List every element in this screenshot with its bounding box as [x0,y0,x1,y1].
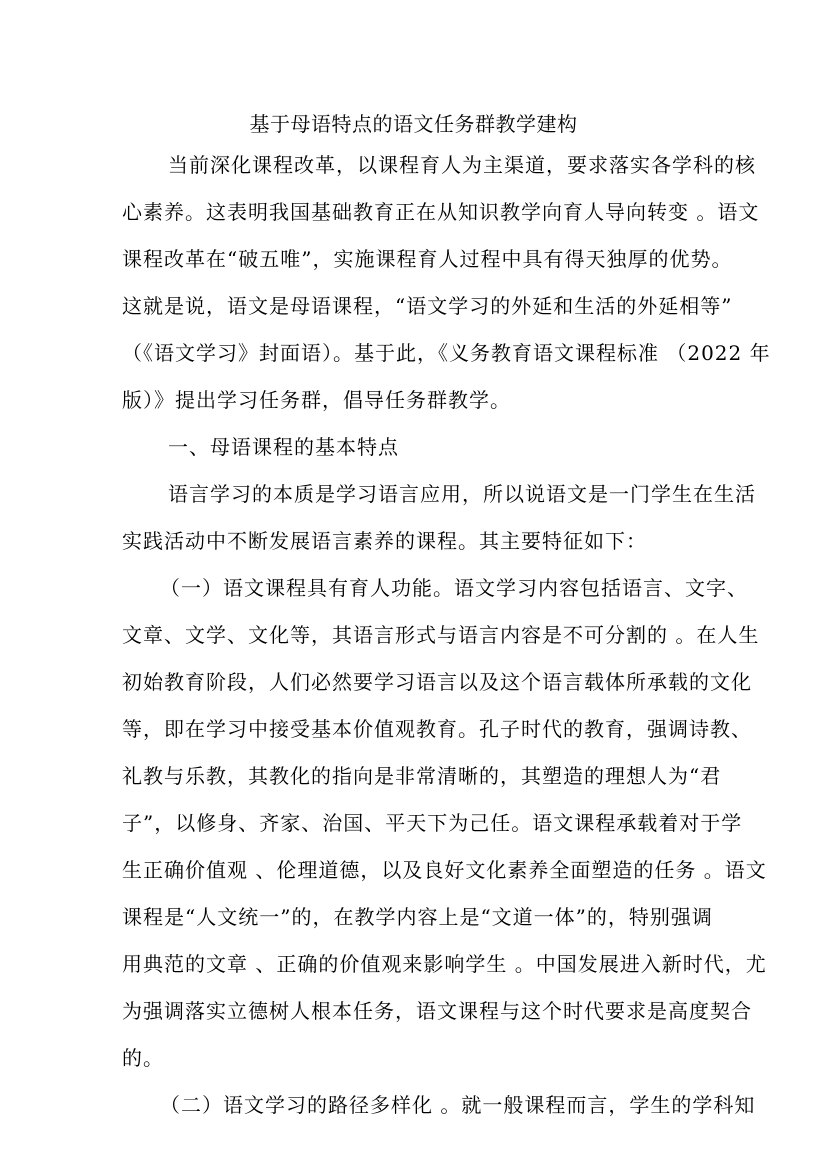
section-heading: 一、母语课程的基本特点 [168,435,399,459]
paragraph-line: 生正确价值观 、伦理道德，以及良好文化素养全面塑造的任务 。语文 [122,858,767,882]
paragraph-line: 礼教与乐教，其教化的指向是非常清晰的，其塑造的理想人为“君 [122,764,722,788]
paragraph-line: 文章、文学、文化等，其语言形式与语言内容是不可分割的 。在人生 [122,623,760,647]
paragraph-line: （二）语文学习的路径多样化 。就一般课程而言，学生的学科知 [160,1093,756,1117]
paragraph-line: 课程改革在“破五唯”，实施课程育人过程中具有得天独厚的优势。 [122,247,733,271]
paragraph-line: 用典范的文章 、正确的价值观来影响学生 。中国发展进入新时代，尤 [122,952,767,976]
paragraph-line: 这就是说，语文是母语课程，“语文学习的外延和生活的外延相等” [122,294,733,318]
paragraph-line: 当前深化课程改革，以课程育人为主渠道，要求落实各学科的核 [168,153,756,177]
paragraph-line: （《语文学习》封面语）。基于此，《义务教育语文课程标准 （2022 年 [122,341,771,365]
paragraph-line: 等，即在学习中接受基本价值观教育。孔子时代的教育，强调诗教、 [122,717,752,741]
paragraph-line: 初始教育阶段，人们必然要学习语言以及这个语言载体所承载的文化 [122,670,752,694]
paragraph-line: 心素养。这表明我国基础教育正在从知识教学向育人导向转变 。语文 [122,200,760,224]
document-title: 基于母语特点的语文任务群教学建构 [249,112,578,136]
paragraph-line: 为强调落实立德树人根本任务，语文课程与这个时代要求是高度契合 [122,999,752,1023]
paragraph-line: 子”，以修身、齐家、治国、平天下为己任。语文课程承载着对于学 [122,811,743,835]
paragraph-line: 实践活动中不断发展语言素养的课程。其主要特征如下： [122,529,647,553]
paragraph-line: （一）语文课程具有育人功能。语文学习内容包括语言、文字、 [160,576,748,600]
paragraph-line: 版）》提出学习任务群，倡导任务群教学。 [122,388,511,412]
paragraph-line: 语言学习的本质是学习语言应用，所以说语文是一门学生在生活 [168,482,756,506]
paragraph-line: 的。 [122,1046,164,1070]
paragraph-line: 课程是“人文统一”的，在教学内容上是“文道一体”的，特别强调 [122,905,713,929]
